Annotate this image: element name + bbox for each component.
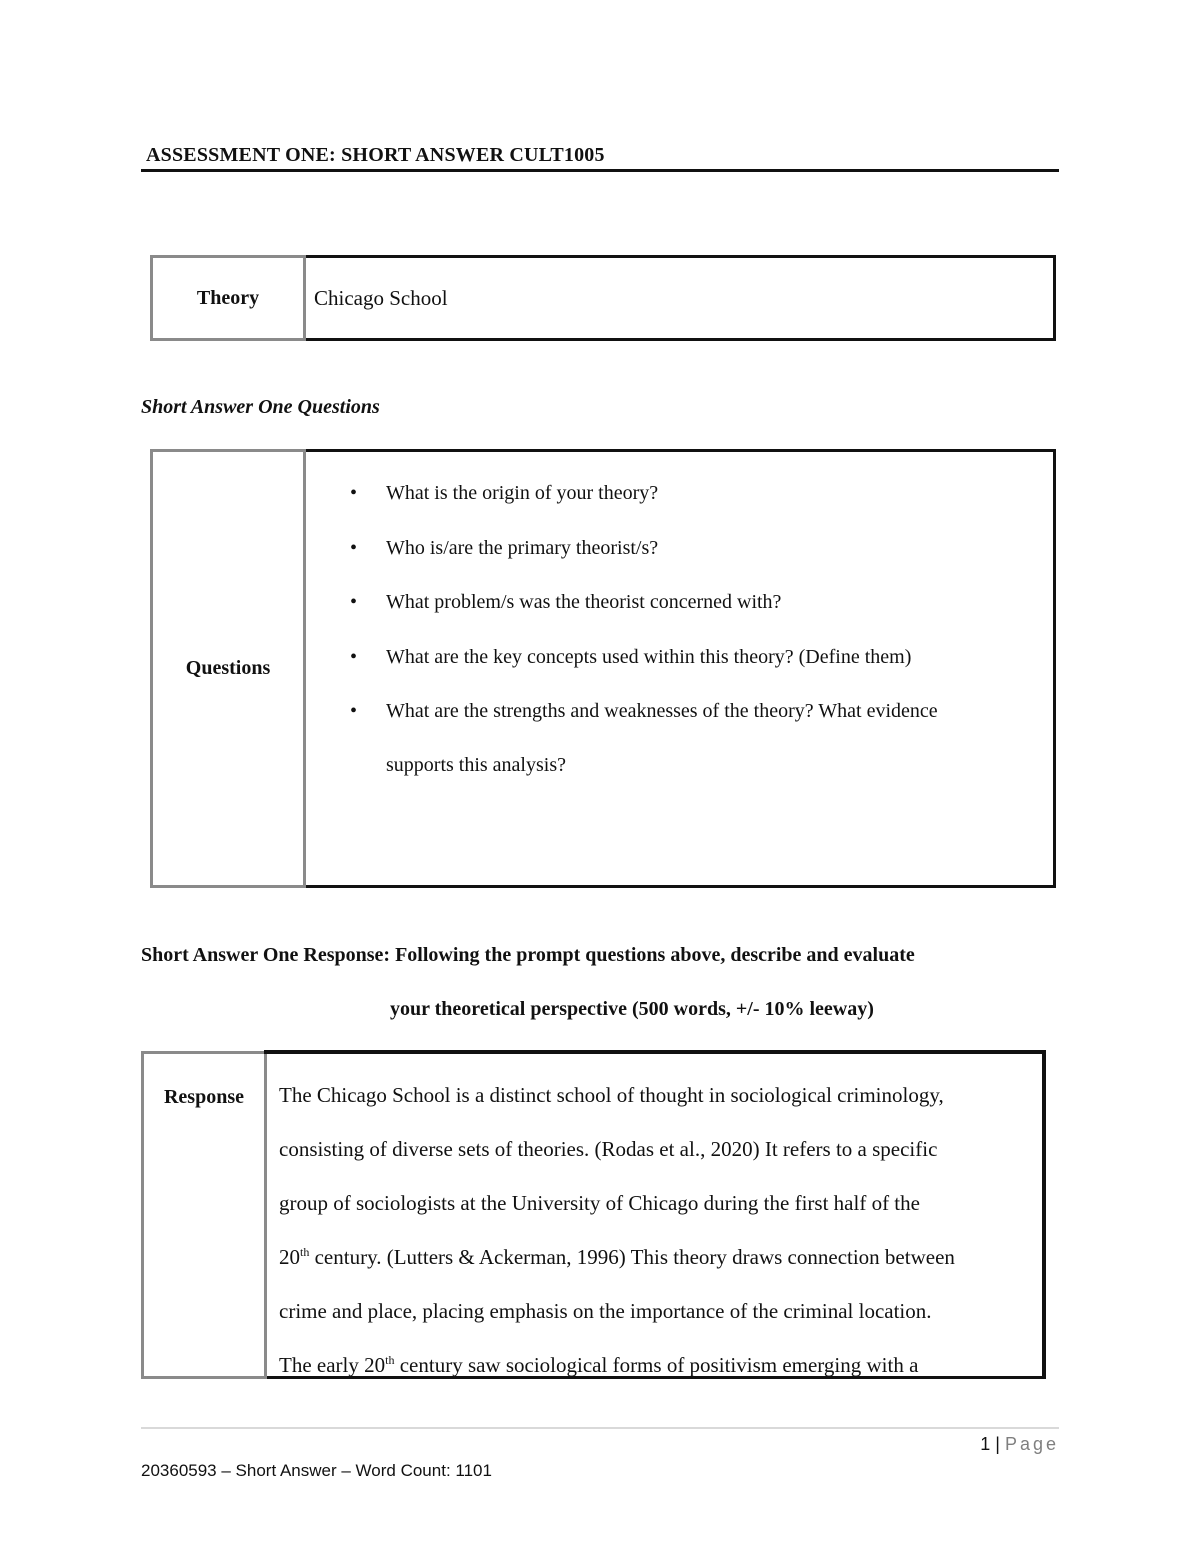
response-line <box>279 1245 955 1270</box>
question-text: supports this analysis? <box>386 754 566 776</box>
response-body <box>266 1052 1045 1378</box>
text: 20 <box>279 1245 300 1269</box>
bullet-icon: • <box>350 591 358 613</box>
response-line: consisting of diverse sets of theories. (Rodas et al., 2020) It refers to a specific <box>279 1137 938 1161</box>
bullet-icon: • <box>350 482 358 504</box>
footer-text: 20360593 – Short Answer – Word Count: 1101 <box>141 1461 492 1480</box>
question-text: What problem/s was the theorist concerned with? <box>386 591 782 613</box>
response-line: crime and place, placing emphasis on the importance of the criminal location. <box>279 1299 932 1323</box>
footer-divider <box>141 1427 1059 1429</box>
bullet-icon: • <box>350 537 358 559</box>
question-item <box>350 482 659 505</box>
superscript: th <box>385 1353 395 1367</box>
text: century saw sociological forms of positivism emerging with a <box>394 1353 919 1377</box>
response-line: The Chicago School is a distinct school of thought in sociological criminology, <box>279 1083 944 1107</box>
text: The early 20 <box>279 1353 386 1377</box>
bullet-icon: • <box>350 700 358 722</box>
theory-table <box>150 255 1056 341</box>
response-line: group of sociologists at the University of Chicago during the first half of the <box>279 1191 920 1215</box>
text: century. (Lutters & Ackerman, 1996) This theory draws connection between <box>309 1245 955 1269</box>
response-label: Response <box>143 1052 266 1378</box>
questions-table <box>150 449 1056 888</box>
question-text: What are the key concepts used within this theory? (Define them) <box>386 646 912 668</box>
question-text: What is the origin of your theory? <box>386 482 659 504</box>
title-underline <box>141 169 1059 172</box>
page-separator: | <box>995 1434 1000 1454</box>
response-line <box>279 1353 918 1378</box>
question-item-continuation <box>386 754 566 777</box>
theory-label: Theory <box>152 257 305 340</box>
questions-list <box>305 451 1055 887</box>
question-item <box>350 700 938 723</box>
response-heading-line1: Short Answer One Response: Following the prompt questions above, describe and evaluate <box>141 944 915 966</box>
questions-label: Questions <box>152 451 305 887</box>
superscript: th <box>300 1245 310 1259</box>
page-number-value: 1 <box>980 1434 991 1454</box>
question-item <box>350 646 912 669</box>
questions-heading: Short Answer One Questions <box>141 396 380 418</box>
question-text: Who is/are the primary theorist/s? <box>386 537 659 559</box>
question-item <box>350 537 659 560</box>
theory-value: Chicago School <box>305 257 1055 340</box>
page-number <box>980 1434 1059 1455</box>
question-item <box>350 591 782 614</box>
page-label: Page <box>1004 1434 1059 1454</box>
question-text: What are the strengths and weaknesses of the theory? What evidence <box>386 700 938 722</box>
bullet-icon: • <box>350 646 358 668</box>
document-title: ASSESSMENT ONE: SHORT ANSWER CULT1005 <box>146 144 605 166</box>
response-table <box>141 1050 1046 1379</box>
response-heading-line2: your theoretical perspective (500 words, +/- 10% leeway) <box>390 998 874 1020</box>
